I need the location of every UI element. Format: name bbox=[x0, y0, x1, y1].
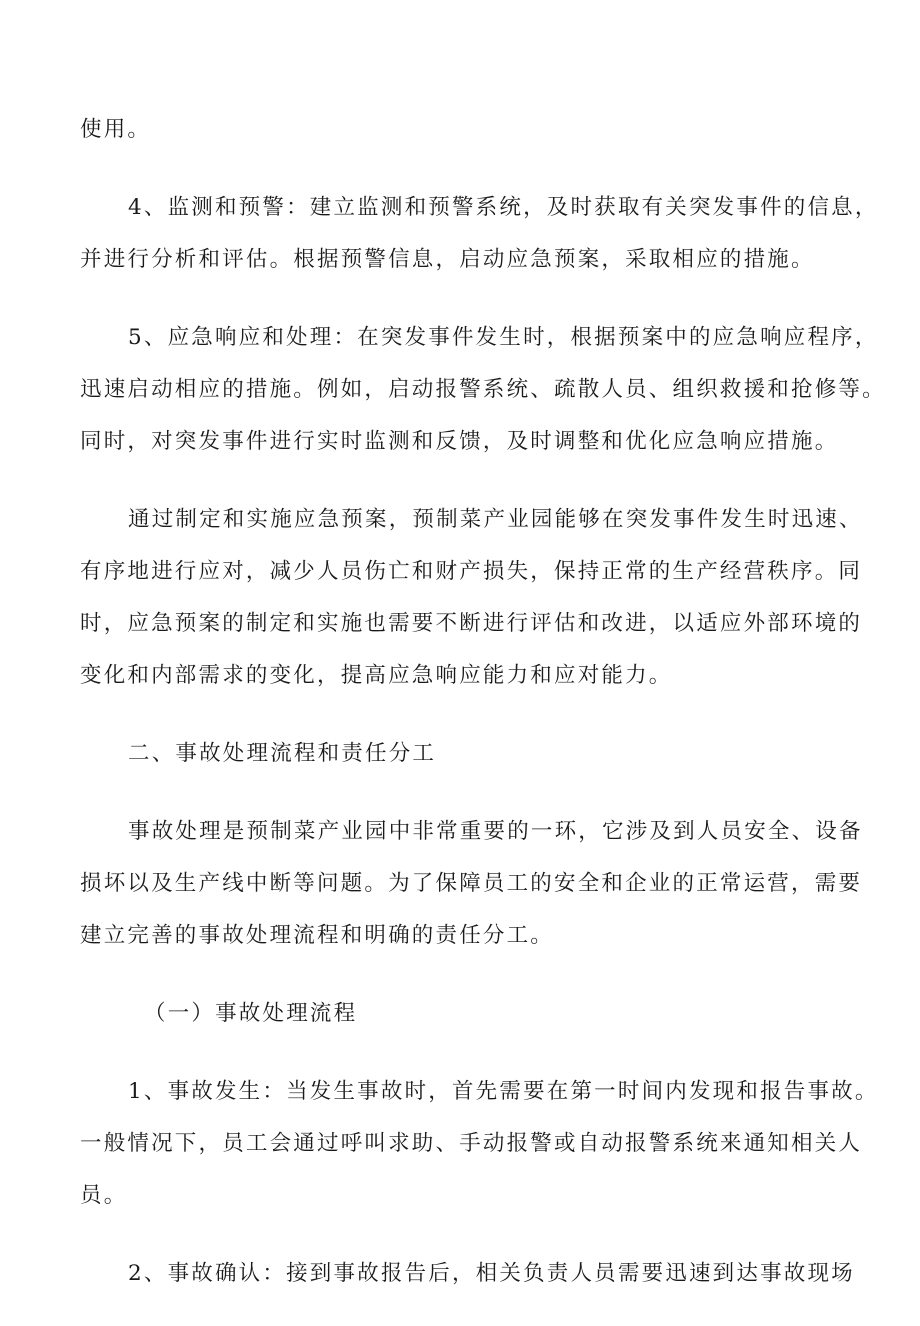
text-line: 通过制定和实施应急预案，预制菜产业园能够在突发事件发生时迅速、 bbox=[128, 507, 863, 532]
text-line: 建立完善的事故处理流程和明确的责任分工。 bbox=[80, 923, 555, 948]
text-line: 同时，对突发事件进行实时监测和反馈，及时调整和优化应急响应措施。 bbox=[80, 429, 839, 454]
section-heading bbox=[80, 728, 860, 780]
text-line: 有序地进行应对，减少人员伤亡和财产损失，保持正常的生产经营秩序。同 bbox=[80, 559, 863, 584]
paragraph-summary bbox=[80, 494, 863, 702]
text-line: 迅速启动相应的措施。例如，启动报警系统、疏散人员、组织救援和抢修等。 bbox=[80, 377, 886, 402]
document-page bbox=[80, 104, 886, 1326]
text-line: 1、事故发生：当发生事故时，首先需要在第一时间内发现和报告事故。 bbox=[128, 1079, 879, 1104]
paragraph-emergency-response bbox=[80, 312, 886, 468]
paragraph-accident-intro bbox=[80, 806, 863, 962]
text-line: 并进行分析和评估。根据预警信息，启动应急预案，采取相应的措施。 bbox=[80, 247, 815, 272]
text-line: 变化和内部需求的变化，提高应急响应能力和应对能力。 bbox=[80, 663, 673, 688]
heading-text: （一）事故处理流程 bbox=[144, 1001, 358, 1026]
text-line: 一般情况下，员工会通过呼叫求助、手动报警或自动报警系统来通知相关人 bbox=[80, 1131, 863, 1156]
text-line: 时，应急预案的制定和实施也需要不断进行评估和改进，以适应外部环境的 bbox=[80, 611, 863, 636]
text-line: 事故处理是预制菜产业园中非常重要的一环，它涉及到人员安全、设备 bbox=[128, 819, 863, 844]
text-line: 2、事故确认：接到事故报告后，相关负责人员需要迅速到达事故现场 bbox=[128, 1261, 855, 1286]
subsection-heading bbox=[80, 988, 860, 1040]
text-line: 损坏以及生产线中断等问题。为了保障员工的安全和企业的正常运营，需要 bbox=[80, 871, 863, 896]
text-line: 4、监测和预警：建立监测和预警系统，及时获取有关突发事件的信息， bbox=[128, 195, 879, 220]
text-line: 5、应急响应和处理：在突发事件发生时，根据预案中的应急响应程序， bbox=[128, 325, 879, 350]
paragraph-continuation bbox=[80, 104, 860, 156]
text-line: 使用。 bbox=[80, 117, 152, 142]
paragraph-accident-confirmation bbox=[80, 1248, 860, 1300]
text-line: 员。 bbox=[80, 1183, 128, 1208]
heading-text: 二、事故处理流程和责任分工 bbox=[128, 741, 437, 766]
paragraph-monitoring-warning bbox=[80, 182, 879, 286]
paragraph-accident-occurrence bbox=[80, 1066, 879, 1222]
